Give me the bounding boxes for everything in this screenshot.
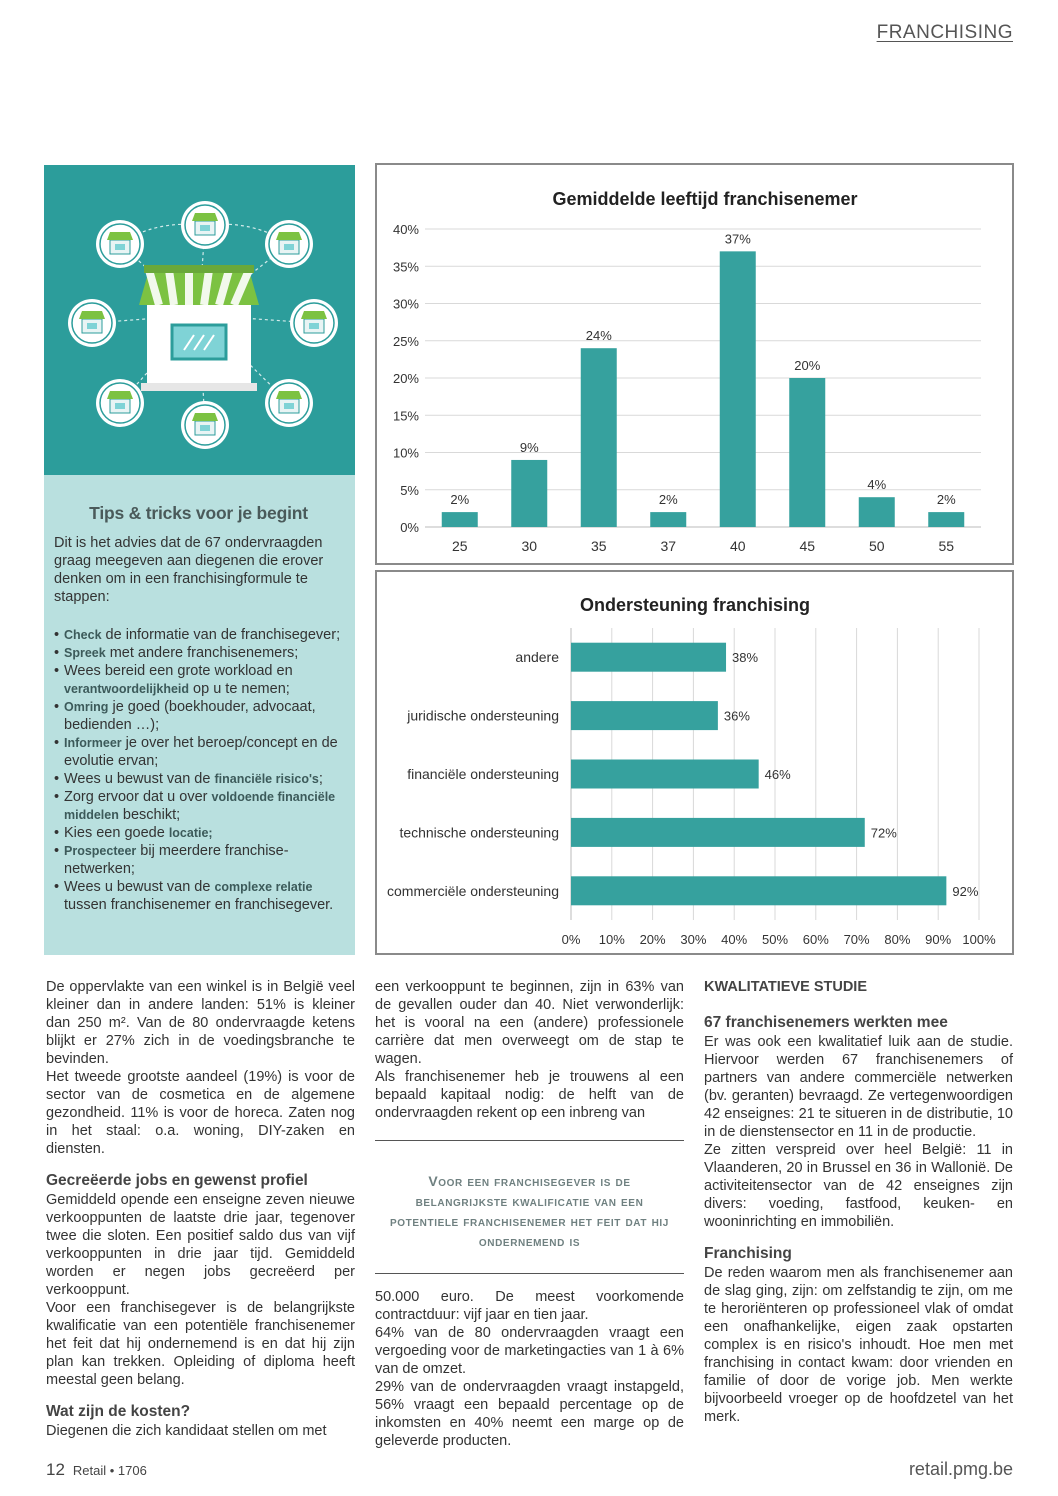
- tip-item: [54, 842, 343, 878]
- data-label: 9%: [519, 439, 539, 455]
- paragraph: 50.000 euro. De meest voorkomende contractduur: vijf jaar en tien jaar.: [375, 1289, 684, 1323]
- tip-text: bij meerdere franchise-netwerken;: [64, 843, 289, 877]
- y-tick-label: 40%: [392, 222, 419, 237]
- bar: [571, 760, 759, 789]
- tip-keyword: Prospecteer: [64, 844, 137, 858]
- section-header: FRANCHISING: [876, 22, 1013, 43]
- paragraph: 64% van de 80 ondervraagden vraagt een vergoeding voor de marketingacties van 1 à 6% van de omzet.: [375, 1325, 684, 1377]
- paragraph: De reden waarom men als franchisenemer aan de slag ging, zijn: om zelfstandig te zijn, om me te heroriënteren op professioneel vlak of omdat een onafhankelijke, eigen zaak opstarten complex is en risico's inhoudt. Hoe men met franchising in contact kwam: door vrienden en familie of door de vorige job. Men werkte bijvoorbeeld vroeger op de hoofdzetel van het merk.: [704, 1265, 1013, 1425]
- x-tick-label: 0%: [561, 932, 581, 947]
- tips-title: Tips & tricks voor je begint: [89, 503, 308, 523]
- data-label: 24%: [585, 328, 612, 344]
- tip-item: [54, 734, 343, 770]
- store-icon: [181, 401, 229, 449]
- subheading: Gecreëerde jobs en gewenst profiel: [46, 1172, 308, 1189]
- tip-text: op u te nemen;: [189, 681, 290, 697]
- bar: [571, 701, 718, 730]
- tip-keyword: Omring: [64, 700, 109, 714]
- paragraph: Diegenen die zich kandidaat stellen om met: [46, 1423, 327, 1439]
- bar: [571, 818, 865, 847]
- tip-item: [54, 824, 343, 842]
- tip-text: de informatie van de franchisegever;: [101, 627, 341, 643]
- x-tick-label: 45: [799, 538, 816, 554]
- x-tick-label: 35: [590, 538, 607, 554]
- tip-text: Wees u bewust van de: [64, 771, 215, 787]
- bar: [442, 512, 478, 527]
- section-heading: KWALITATIEVE STUDIE: [704, 979, 867, 995]
- paragraph: Als franchisenemer heb je trouwens al een bepaald kapitaal nodig: de helft van de ondervraagden rekent op een inbreng van: [375, 1069, 684, 1121]
- article-column-3: [704, 978, 1013, 1426]
- age-chart: [375, 163, 1014, 565]
- tip-item: [54, 878, 343, 914]
- paragraph: een verkooppunt te beginnen, zijn in 63% van de gevallen ouder dan 40. Niet verwonderlijk: het is vooral na een (andere) professionele carrière dat men overweegt om de stap te wagen.: [375, 979, 684, 1067]
- category-label: financiële ondersteuning: [407, 766, 559, 782]
- y-tick-label: 25%: [392, 333, 419, 349]
- x-tick-label: 20%: [639, 932, 666, 947]
- store-icon: [96, 379, 144, 427]
- tip-item: [54, 662, 343, 698]
- category-label: technische ondersteuning: [399, 824, 559, 841]
- store-icon: [96, 220, 144, 268]
- x-tick-label: 90%: [925, 932, 952, 947]
- x-tick-label: 55: [938, 538, 955, 554]
- bar: [571, 643, 726, 672]
- subheading: 67 franchisenemers werkten mee: [704, 1014, 948, 1031]
- franchise-network-illustration: [44, 165, 355, 475]
- tip-text: je over het beroep/concept en de evolutie ervan;: [64, 735, 338, 769]
- bar: [859, 497, 895, 527]
- tip-keyword: verantwoordelijkheid: [64, 682, 190, 696]
- tips-list: [54, 626, 343, 914]
- tip-item: [54, 626, 343, 644]
- tip-item: [54, 644, 343, 662]
- tip-item: [54, 770, 343, 788]
- bar: [720, 251, 756, 527]
- paragraph: Ze zitten verspreid over heel België: 11 in Vlaanderen, 20 in Brussel en 36 in Wallonië. De activiteitensector van de 42 enseignes zijn divers: voeding, fastfood, keuken- en wooninrichting en immobiliën.: [704, 1142, 1013, 1230]
- tip-keyword: Check: [64, 628, 102, 642]
- tip-keyword: Spreek: [64, 646, 106, 660]
- subheading: Wat zijn de kosten?: [46, 1403, 191, 1420]
- age-chart-svg: [377, 165, 1012, 563]
- tip-text: je goed (boekhouder, advocaat, bedienden …);: [64, 699, 316, 733]
- x-tick-label: 10%: [598, 932, 625, 947]
- data-label: 46%: [764, 767, 791, 782]
- tip-text: ;: [318, 771, 323, 787]
- bar: [511, 460, 547, 527]
- tip-keyword: voldoende financiële middelen: [64, 790, 336, 822]
- paragraph: 29% van de ondervraagden vraagt instapgeld, 56% vraagt een bepaald percentage op de inkomsten en 40% neemt een marge op de geleverde producten.: [375, 1379, 684, 1449]
- y-tick-label: 15%: [392, 408, 419, 424]
- x-tick-label: 40: [729, 538, 746, 554]
- footer-page-info: [46, 1460, 147, 1480]
- tip-keyword: financiële risico's: [214, 772, 319, 786]
- bar: [581, 348, 617, 527]
- x-tick-label: 80%: [884, 932, 911, 947]
- category-label: andere: [515, 649, 559, 666]
- support-chart: [375, 570, 1014, 955]
- tip-text: tussen franchisenemer en franchisegever.: [64, 897, 334, 913]
- x-tick-label: 50%: [761, 932, 789, 947]
- paragraph: Het tweede grootste aandeel (19%) is voor de sector van de cosmetica en de algemene gezondheid. 11% is voor de horeca. Zaten nog in het staal: o.a. woning, DIY-zaken en diensten.: [46, 1069, 355, 1157]
- data-label: 20%: [794, 358, 821, 373]
- y-tick-label: 0%: [400, 520, 419, 535]
- paragraph: Voor een franchisegever is de belangrijkste kwalificatie van een potentiële franchisenemer het feit dat hij ondernemend is en dat hij zijn plan kan trekken. Opleiding of diploma heeft meestal geen belang.: [46, 1300, 355, 1388]
- y-tick-label: 30%: [392, 296, 419, 312]
- data-label: 2%: [658, 492, 678, 508]
- data-label: 92%: [952, 883, 979, 899]
- tip-text: Kies een goede: [64, 825, 169, 841]
- tip-item: [54, 788, 343, 824]
- paragraph: Gemiddeld opende een enseigne zeven nieuwe verkooppunten de laatste drie jaar, tegenover twee die sloten. Een positief saldo dus van vijf verkooppunten in drie jaar tijd. Gemiddeld worden er negen jobs gecreëerd per verkooppunt.: [46, 1192, 355, 1298]
- support-chart-svg: [377, 572, 1012, 953]
- paragraph: Er was ook een kwalitatief luik aan de studie. Hiervoor werden 67 franchisenemers of partners van andere commerciële netwerken (bv. geranten) bevraagd. Ze vertegenwoordigen 42 enseignes: 21 te situeren in de distributie, 10 in de dienstensector en 11 in de productie.: [704, 1034, 1013, 1140]
- x-tick-label: 100%: [962, 932, 996, 947]
- bar: [571, 876, 946, 905]
- x-tick-label: 37: [660, 538, 677, 554]
- data-label: 36%: [723, 708, 750, 724]
- x-tick-label: 30%: [680, 932, 707, 947]
- x-tick-label: 60%: [802, 932, 829, 947]
- store-icon: [68, 299, 116, 347]
- chart-title: Gemiddelde leeftijd franchisenemer: [552, 189, 858, 209]
- tip-keyword: locatie;: [168, 826, 213, 840]
- x-tick-label: 30: [521, 538, 538, 554]
- subheading: Franchising: [704, 1245, 792, 1262]
- tip-text: Wees bereid een grote workload en: [64, 663, 293, 679]
- tip-keyword: complexe relatie: [214, 880, 313, 894]
- data-label: 72%: [870, 825, 897, 841]
- page-number: 12: [46, 1460, 65, 1479]
- x-tick-label: 50: [868, 538, 885, 554]
- tip-text: Zorg ervoor dat u over: [64, 789, 212, 805]
- pull-quote: Voor een franchisegever is de belangrijkste kwalificatie van een potentiele franchisenemer het feit dat hij ondernemend is: [375, 1140, 684, 1274]
- store-icon: [265, 379, 313, 427]
- tips-box: [44, 475, 355, 955]
- data-label: 4%: [867, 477, 887, 493]
- x-tick-label: 40%: [721, 932, 748, 947]
- tip-text: beschikt;: [118, 807, 181, 823]
- y-tick-label: 20%: [392, 371, 419, 386]
- store-icon: [265, 220, 313, 268]
- chart-title: Ondersteuning franchising: [579, 595, 811, 615]
- article-column-1: [46, 978, 355, 1440]
- tip-text: Wees u bewust van de: [64, 879, 215, 895]
- category-label: juridische ondersteuning: [407, 707, 559, 724]
- tips-intro: Dit is het advies dat de 67 ondervraagden graag meegeven aan diegenen die erover denken om in een franchisingformule te stappen:: [54, 535, 324, 605]
- store-icon: [181, 201, 229, 249]
- y-tick-label: 35%: [392, 259, 419, 275]
- x-tick-label: 25: [451, 538, 468, 554]
- category-label: commerciële ondersteuning: [387, 882, 559, 899]
- paragraph: De oppervlakte van een winkel is in België veel kleiner dan in andere landen: 51% is kleiner dan 250 m². Van de 80 ondervraagde ketens blijkt er 27% zich in de voedingsbranche te bevinden.: [46, 979, 355, 1067]
- data-label: 2%: [936, 492, 956, 508]
- x-tick-label: 70%: [843, 932, 870, 947]
- tip-text: met andere franchisenemers;: [105, 645, 299, 661]
- franchise-network-icon: [44, 165, 355, 475]
- tip-keyword: Informeer: [64, 736, 122, 750]
- y-tick-label: 10%: [392, 445, 419, 461]
- tip-item: [54, 698, 343, 734]
- article-column-2: [375, 978, 684, 1450]
- data-label: 2%: [450, 492, 470, 508]
- bar: [928, 512, 964, 527]
- bar: [789, 378, 825, 527]
- bar: [650, 512, 686, 527]
- data-label: 37%: [724, 231, 751, 247]
- data-label: 38%: [732, 650, 759, 666]
- footer-url: retail.pmg.be: [908, 1459, 1013, 1479]
- store-icon: [290, 299, 338, 347]
- y-tick-label: 5%: [400, 482, 419, 498]
- publication-name: Retail • 1706: [72, 1463, 147, 1478]
